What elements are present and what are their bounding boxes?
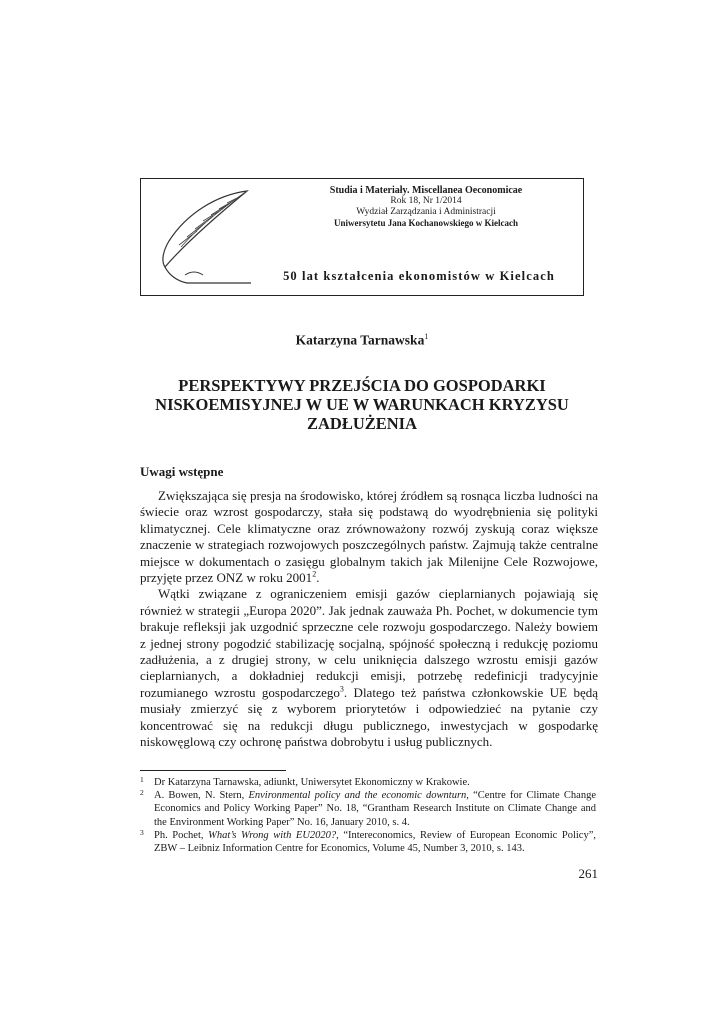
paragraph-tail: . Dlatego też państwa członkowskie UE będą musiały zmierzyć się z wyborem priorytetów i odpowiedzieć na pytanie czy koncentrować się na redukcji długu publicznego, inwestycjach w gospodarkę niskowęglową czy ochronę państwa dobrobytu i usług publicznych. [140, 684, 598, 750]
footnote-divider [140, 770, 286, 771]
footnote-text: , “Intereconomics, Review of European Economic Policy”, ZBW – Leibniz Information Centre for Economics, Volume 45, Number 3, 2010, s. 143. [154, 829, 596, 855]
footnote-number: 3 [140, 827, 144, 837]
footnote-text: , “Centre for Climate Change Economics and Policy Working Paper” No. 18, “Grantham Research Institute on Climate Change and the Environment Working Paper” No. 16, January 2010, s. 4. [154, 790, 596, 828]
paragraph-text: Wątki związane z ograniczeniem emisji gazów cieplarnianych pojawiają się również w strategii „Europa 2020”. Jak jednak zauważa Ph. Pochet, w dokumencie tym brakuje refleksji jak uzgodnić sprzeczne cele rozwoju gospodarczego. Należy bowiem z jednej strony pogodzić stabilizację socjalną, spójność społeczną i redukcję poziomu zadłużenia, a z drugiej strony, w celu uniknięcia dalszego wzrostu emisji gazów cieplarnianych, a dokładniej redukcji emisji, potrzebę redefinicji tradycyjnie rozumianego wzrostu gospodarczego [140, 586, 598, 700]
title-line: PERSPEKTYWY PRZEJŚCIA DO GOSPODARKI [178, 376, 546, 395]
footnote-text: Dr Katarzyna Tarnawska, adiunkt, Uniwersytet Ekonomiczny w Krakowie. [154, 777, 470, 788]
author-name [0, 332, 724, 349]
footnote-ref[interactable]: 3 [339, 684, 344, 694]
footnote [140, 789, 596, 829]
paragraph-tail: . [316, 570, 320, 586]
paragraph [140, 586, 598, 750]
footnote-ref[interactable]: 2 [312, 569, 317, 579]
title-line: ZADŁUŻENIA [306, 414, 418, 433]
journal-university: Uniwersytetu Jana Kochanowskiego w Kielcach [334, 218, 518, 228]
page-number: 261 [578, 866, 598, 881]
journal-faculty: Wydział Zarządzania i Administracji [356, 207, 496, 217]
footnote [140, 829, 596, 855]
journal-issue: Rok 18, Nr 1/2014 [390, 196, 462, 206]
footnote-text: Ph. Pochet, [154, 829, 209, 841]
header-motto: 50 lat kształcenia ekonomistów w Kielcach [283, 269, 555, 283]
footnote-title: What’s Wrong with EU2020? [208, 829, 337, 841]
section-heading: Uwagi wstępne [140, 464, 224, 479]
author-footnote-ref[interactable]: 1 [424, 332, 429, 341]
paragraph-text: Zwiększająca się presja na środowisko, której źródłem są rosnąca liczba ludności na świecie oraz wzrost gospodarczy, stała się podstawą do wyodrębnienia się polityki klimatycznej. Cele klimatyczne oraz zrównoważony rozwój zyskują coraz większe znaczenie w strategiach rozwojowych poszczególnych państw. Zajmują także centralne miejsce w dokumentach o zasięgu globalnym takich jak Milenijne Cele Rozwojowe, przyjęte przez ONZ w roku 2001 [140, 488, 598, 586]
journal-info [271, 185, 581, 229]
quill-pen-icon [147, 183, 257, 291]
footnotes [140, 776, 596, 855]
article-title [120, 376, 604, 433]
author-name-text: Katarzyna Tarnawska [295, 332, 425, 348]
title-line: NISKOEMISYJNEJ W UE W WARUNKACH KRYZYSU [155, 395, 569, 414]
paragraph [140, 488, 598, 586]
footnote-number: 2 [140, 788, 144, 798]
footnote-title: Environmental policy and the economic downturn [248, 790, 467, 802]
journal-title: Studia i Materiały. Miscellanea Oeconomicae [329, 185, 523, 196]
footnote-number: 1 [140, 775, 144, 784]
journal-header-box [140, 178, 584, 296]
body-text [140, 488, 598, 751]
footnote [140, 776, 596, 789]
footnote-text: A. Bowen, N. Stern, [154, 790, 249, 802]
